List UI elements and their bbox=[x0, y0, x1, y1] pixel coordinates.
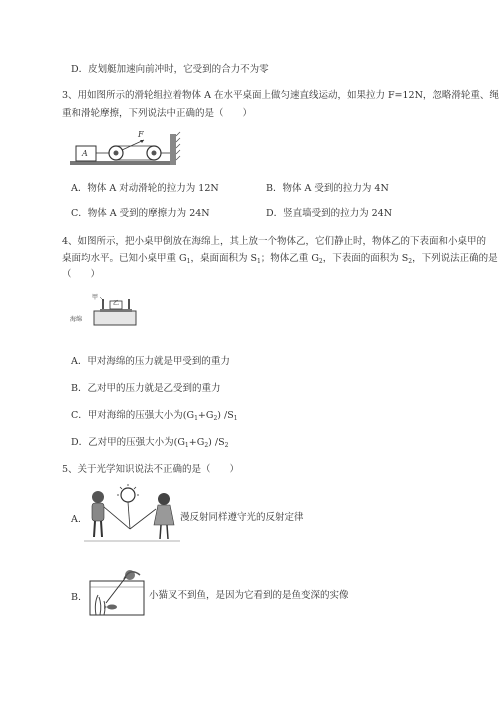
fig-label-a: A bbox=[82, 149, 88, 158]
q4-option-c: C．甲对海绵的压强大小为$(G_1+G_2)$ $/S_1$ bbox=[71, 410, 238, 422]
cat-fishing-figure bbox=[84, 563, 146, 619]
q4-stem-line3: （ ） bbox=[62, 269, 101, 280]
q3-option-b: B．物体 A 受到的拉力为 4N bbox=[266, 183, 389, 194]
q5-option-a-text: 漫反射同样遵守光的反射定律 bbox=[180, 512, 304, 523]
q4-option-d: D．乙对甲的压强大小为$(G_1+G_2)$ $/S_2$ bbox=[71, 437, 229, 449]
q5-stem: 5、关于光学知识说法不正确的是（ ） bbox=[62, 464, 240, 475]
q4-option-b: B．乙对甲的压力就是乙受到的重力 bbox=[71, 383, 221, 394]
fig-label-sponge: 海绵 bbox=[70, 316, 83, 323]
q5-option-b-letter: B. bbox=[71, 592, 82, 603]
q2-option-d: D．皮划艇加速向前冲时，它受到的合力不为零 bbox=[71, 64, 269, 75]
q4-stem-line2: 桌面均水平。已知小桌甲重 $G_1$，桌面面积为 $S_1$；物体乙重 $G_2$，下表面的面积为 $S_2$，下列说法正确的是 bbox=[62, 253, 498, 265]
q5-option-b-text: 小猫叉不到鱼，是因为它看到的是鱼变深的实像 bbox=[149, 590, 349, 601]
q4-stem-line1: 4、如图所示，把小桌甲倒放在海绵上，其上放一个物体乙，它们静止时，物体乙的下表面和小桌甲的 bbox=[62, 236, 487, 247]
fig-label-yi: 乙 bbox=[113, 300, 120, 307]
q3-option-d: D．竖直墙受到的拉力为 24N bbox=[266, 208, 393, 219]
q3-stem-line1: 3、用如图所示的滑轮组拉着物体 A 在水平桌面上做匀速直线运动，如果拉力 F=12N，忽略滑轮重、绳 bbox=[62, 90, 499, 101]
sun-icon bbox=[121, 488, 135, 502]
fig-label-jia: 甲 bbox=[92, 294, 99, 301]
fig-label-f: F bbox=[138, 130, 144, 139]
q3-option-c: C．物体 A 受到的摩擦力为 24N bbox=[71, 208, 210, 219]
q3-option-a: A．物体 A 对动滑轮的拉力为 12N bbox=[71, 183, 219, 194]
sponge bbox=[94, 311, 136, 325]
q5-option-a-letter: A. bbox=[71, 514, 81, 525]
q4-option-a: A．甲对海绵的压力就是甲受到的重力 bbox=[71, 356, 230, 367]
q3-stem-line2: 重和滑轮摩擦，下列说法中正确的是（ ） bbox=[62, 108, 253, 119]
diffuse-reflection-figure bbox=[84, 483, 180, 553]
